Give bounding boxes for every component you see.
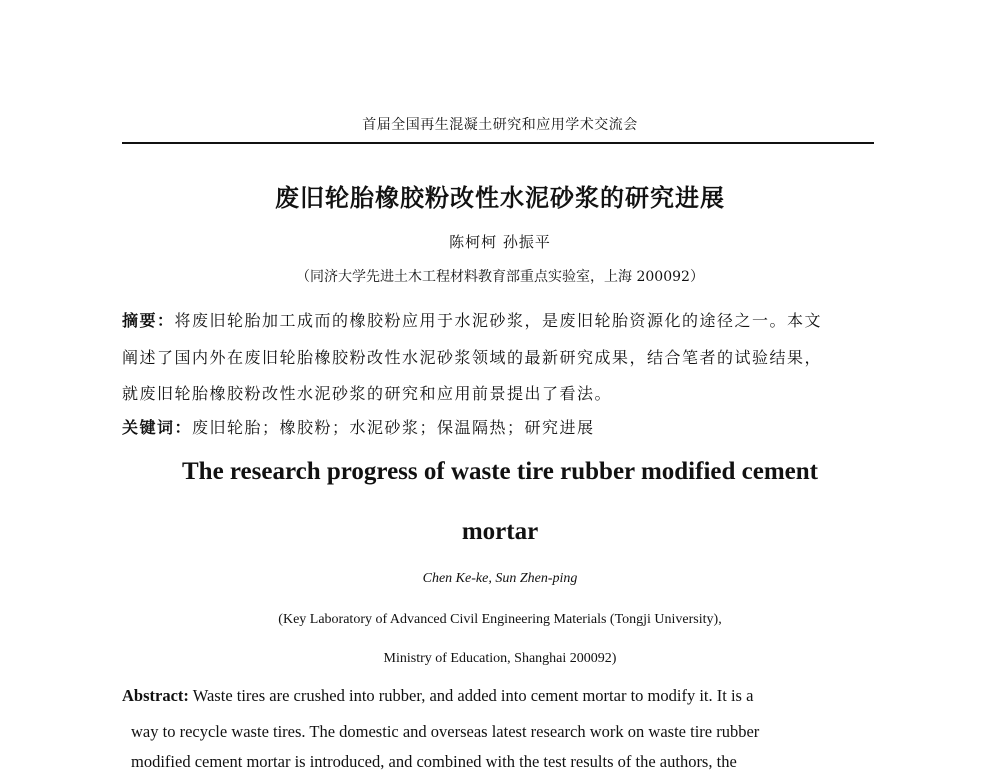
authors-en: Chen Ke-ke, Sun Zhen-ping (422, 571, 578, 586)
abstract-en-line-2: way to recycle waste tires. The domestic and overseas latest research work on waste tire rubber (131, 722, 760, 741)
abstract-cn-text: 将废旧轮胎加工成而的橡胶粉应用于水泥砂浆，是废旧轮胎资源化的途径之一。本文 (174, 311, 823, 330)
affiliation-en-line-2: Ministry of Education, Shanghai 200092) (383, 651, 617, 666)
abstract-en-text: Waste tires are crushed into rubber, and added into cement mortar to modify it. It is a (188, 686, 754, 705)
keywords-cn-label: 关键词： (122, 418, 193, 437)
affiliation-cn: （同济大学先进土木工程材料教育部重点实验室，上海 200092） (296, 269, 704, 285)
keywords-cn (122, 415, 874, 438)
authors-cn: 陈柯柯 孙振平 (449, 233, 551, 251)
paper-title-en-line-1: The research progress of waste tire rubber modified cement (181, 458, 818, 485)
paper-title-cn: 废旧轮胎橡胶粉改性水泥砂浆的研究进展 (275, 183, 725, 212)
abstract-en-line-1 (122, 686, 753, 706)
abstract-cn-line-1 (122, 308, 874, 331)
abstract-cn-line-3: 就废旧轮胎橡胶粉改性水泥砂浆的研究和应用前景提出了看法。 (122, 384, 613, 403)
abstract-cn-line-2: 阐述了国内外在废旧轮胎橡胶粉改性水泥砂浆领域的最新研究成果，结合笔者的试验结果， (122, 348, 823, 367)
abstract-cn-label: 摘要： (122, 311, 175, 330)
paper-title-en-line-2: mortar (461, 518, 539, 545)
conference-header: 首届全国再生混凝土研究和应用学术交流会 (362, 117, 638, 133)
affiliation-en-line-1: (Key Laboratory of Advanced Civil Engineering Materials (Tongji University), (278, 612, 722, 627)
abstract-en-label: Abstract: (122, 686, 189, 705)
header-rule (122, 142, 874, 144)
keywords-cn-text: 废旧轮胎；橡胶粉；水泥砂浆；保温隔热；研究进展 (192, 418, 595, 437)
abstract-en-line-3: modified cement mortar is introduced, and combined with the test results of the authors, the (131, 752, 737, 771)
